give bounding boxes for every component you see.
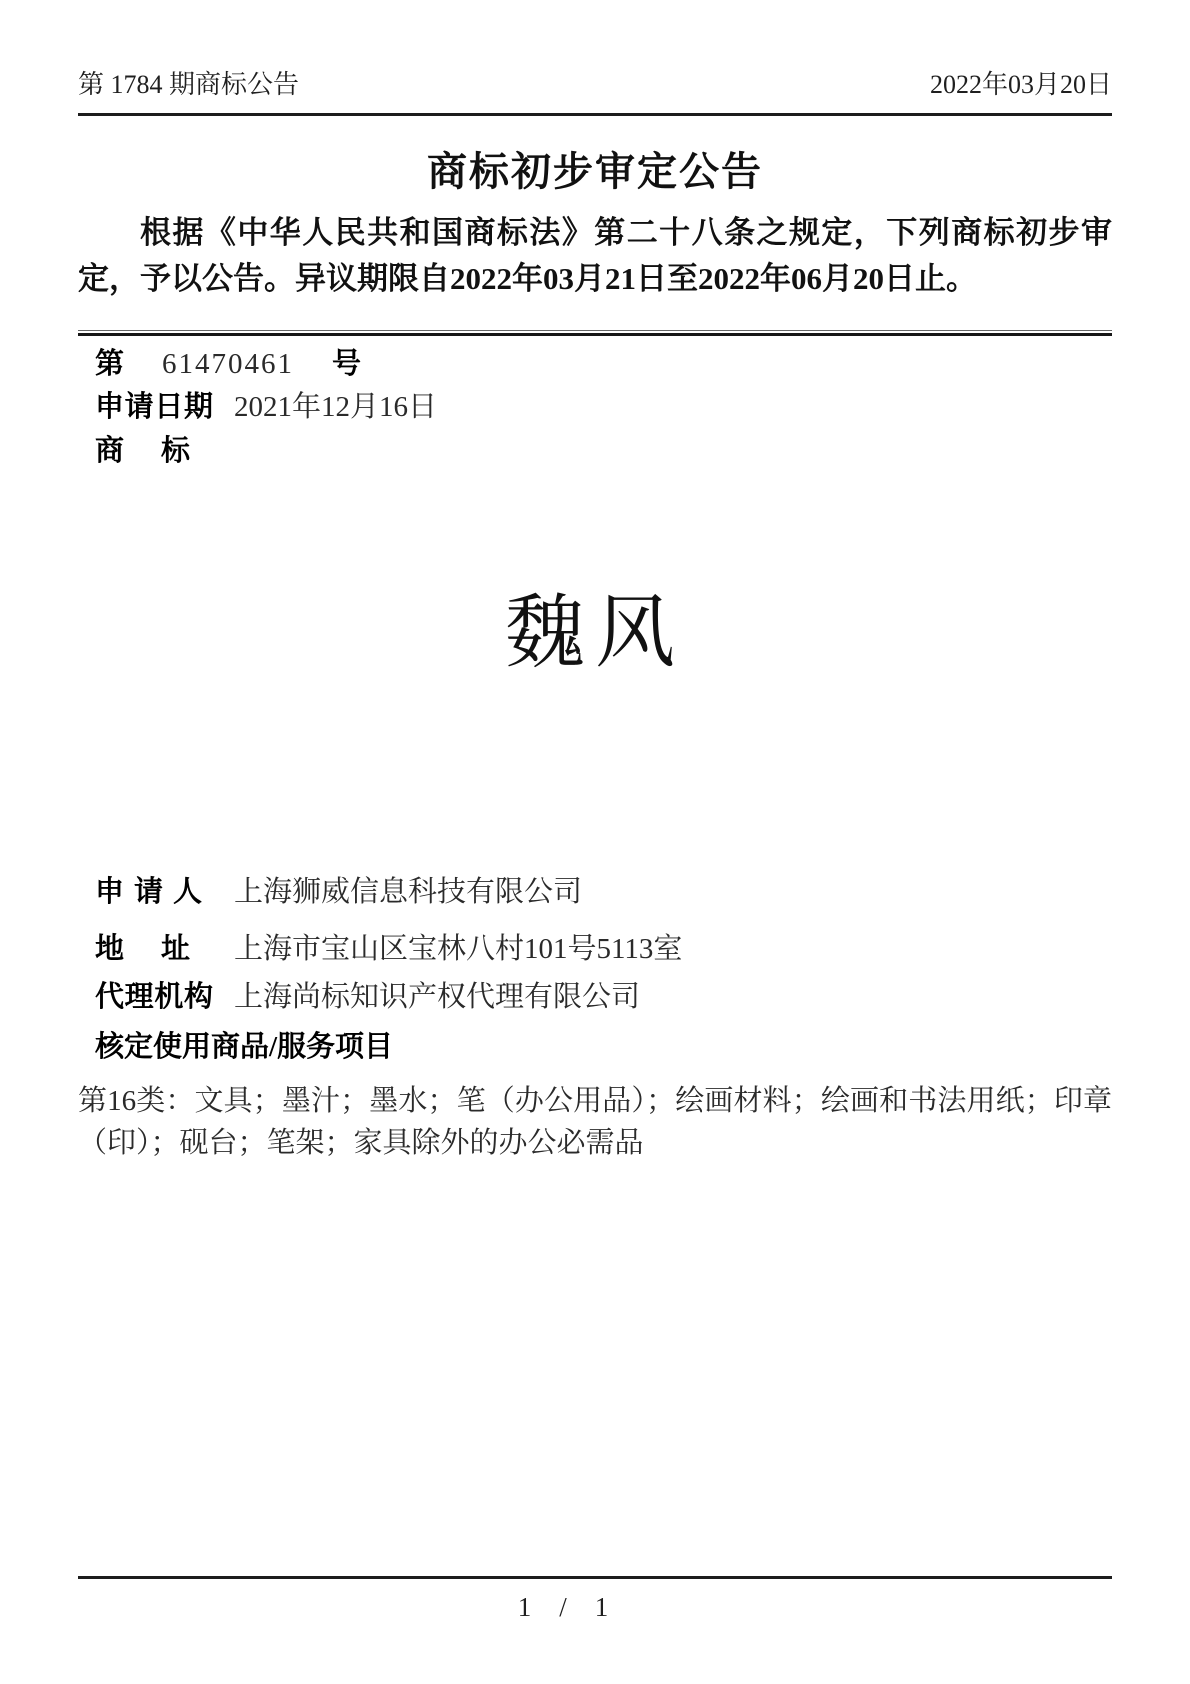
address-label: 地址 — [95, 933, 190, 965]
registration-number-row — [95, 348, 1112, 380]
application-date-row — [95, 391, 1112, 423]
registration-number: 61470461 — [162, 348, 295, 380]
address-row — [95, 933, 1112, 965]
goods-header-row — [95, 1031, 1112, 1063]
footer-divider — [78, 1576, 1112, 1579]
header-divider — [78, 113, 1112, 116]
page-number-total: 1 — [594, 1592, 609, 1622]
number-prefix-label: 第 — [95, 348, 125, 380]
page-title: 商标初步审定公告 — [427, 149, 763, 194]
announcement-intro: 根据《中华人民共和国商标法》第二十八条之规定，下列商标初步审定，予以公告。异议期限自2022年03月21日至2022年06月20日止。 — [78, 215, 1112, 296]
page-number-separator: / — [559, 1592, 567, 1622]
agency-label: 代理机构 — [95, 981, 213, 1013]
page-header — [78, 68, 1112, 102]
goods-list: 第16类：文具；墨汁；墨水；笔（办公用品）；绘画材料；绘画和书法用纸；印章（印）；砚台；笔架；家具除外的办公必需品 — [78, 1085, 1112, 1159]
goods-header-label: 核定使用商品/服务项目 — [95, 1031, 394, 1063]
agency-value: 上海尚标知识产权代理有限公司 — [234, 981, 641, 1013]
page-number-current: 1 — [517, 1592, 532, 1622]
record-top-divider — [78, 330, 1112, 336]
number-suffix-label: 号 — [332, 348, 362, 380]
address-value: 上海市宝山区宝林八村101号5113室 — [234, 933, 683, 965]
applicant-label: 申请人 — [95, 876, 202, 908]
gazette-date-label: 2022年03月20日 — [929, 70, 1112, 99]
page-number — [46, 1592, 1080, 1623]
application-date-value: 2021年12月16日 — [234, 391, 438, 423]
application-date-label: 申请日期 — [95, 391, 213, 423]
mark-label: 商标 — [95, 435, 190, 467]
applicant-value: 上海狮威信息科技有限公司 — [234, 876, 583, 908]
agency-row — [95, 981, 1112, 1013]
trademark-wordmark: 魏风 — [505, 590, 685, 678]
applicant-row — [95, 876, 1112, 908]
mark-label-row — [95, 435, 1112, 467]
gazette-issue-label: 第 1784 期商标公告 — [78, 70, 300, 99]
